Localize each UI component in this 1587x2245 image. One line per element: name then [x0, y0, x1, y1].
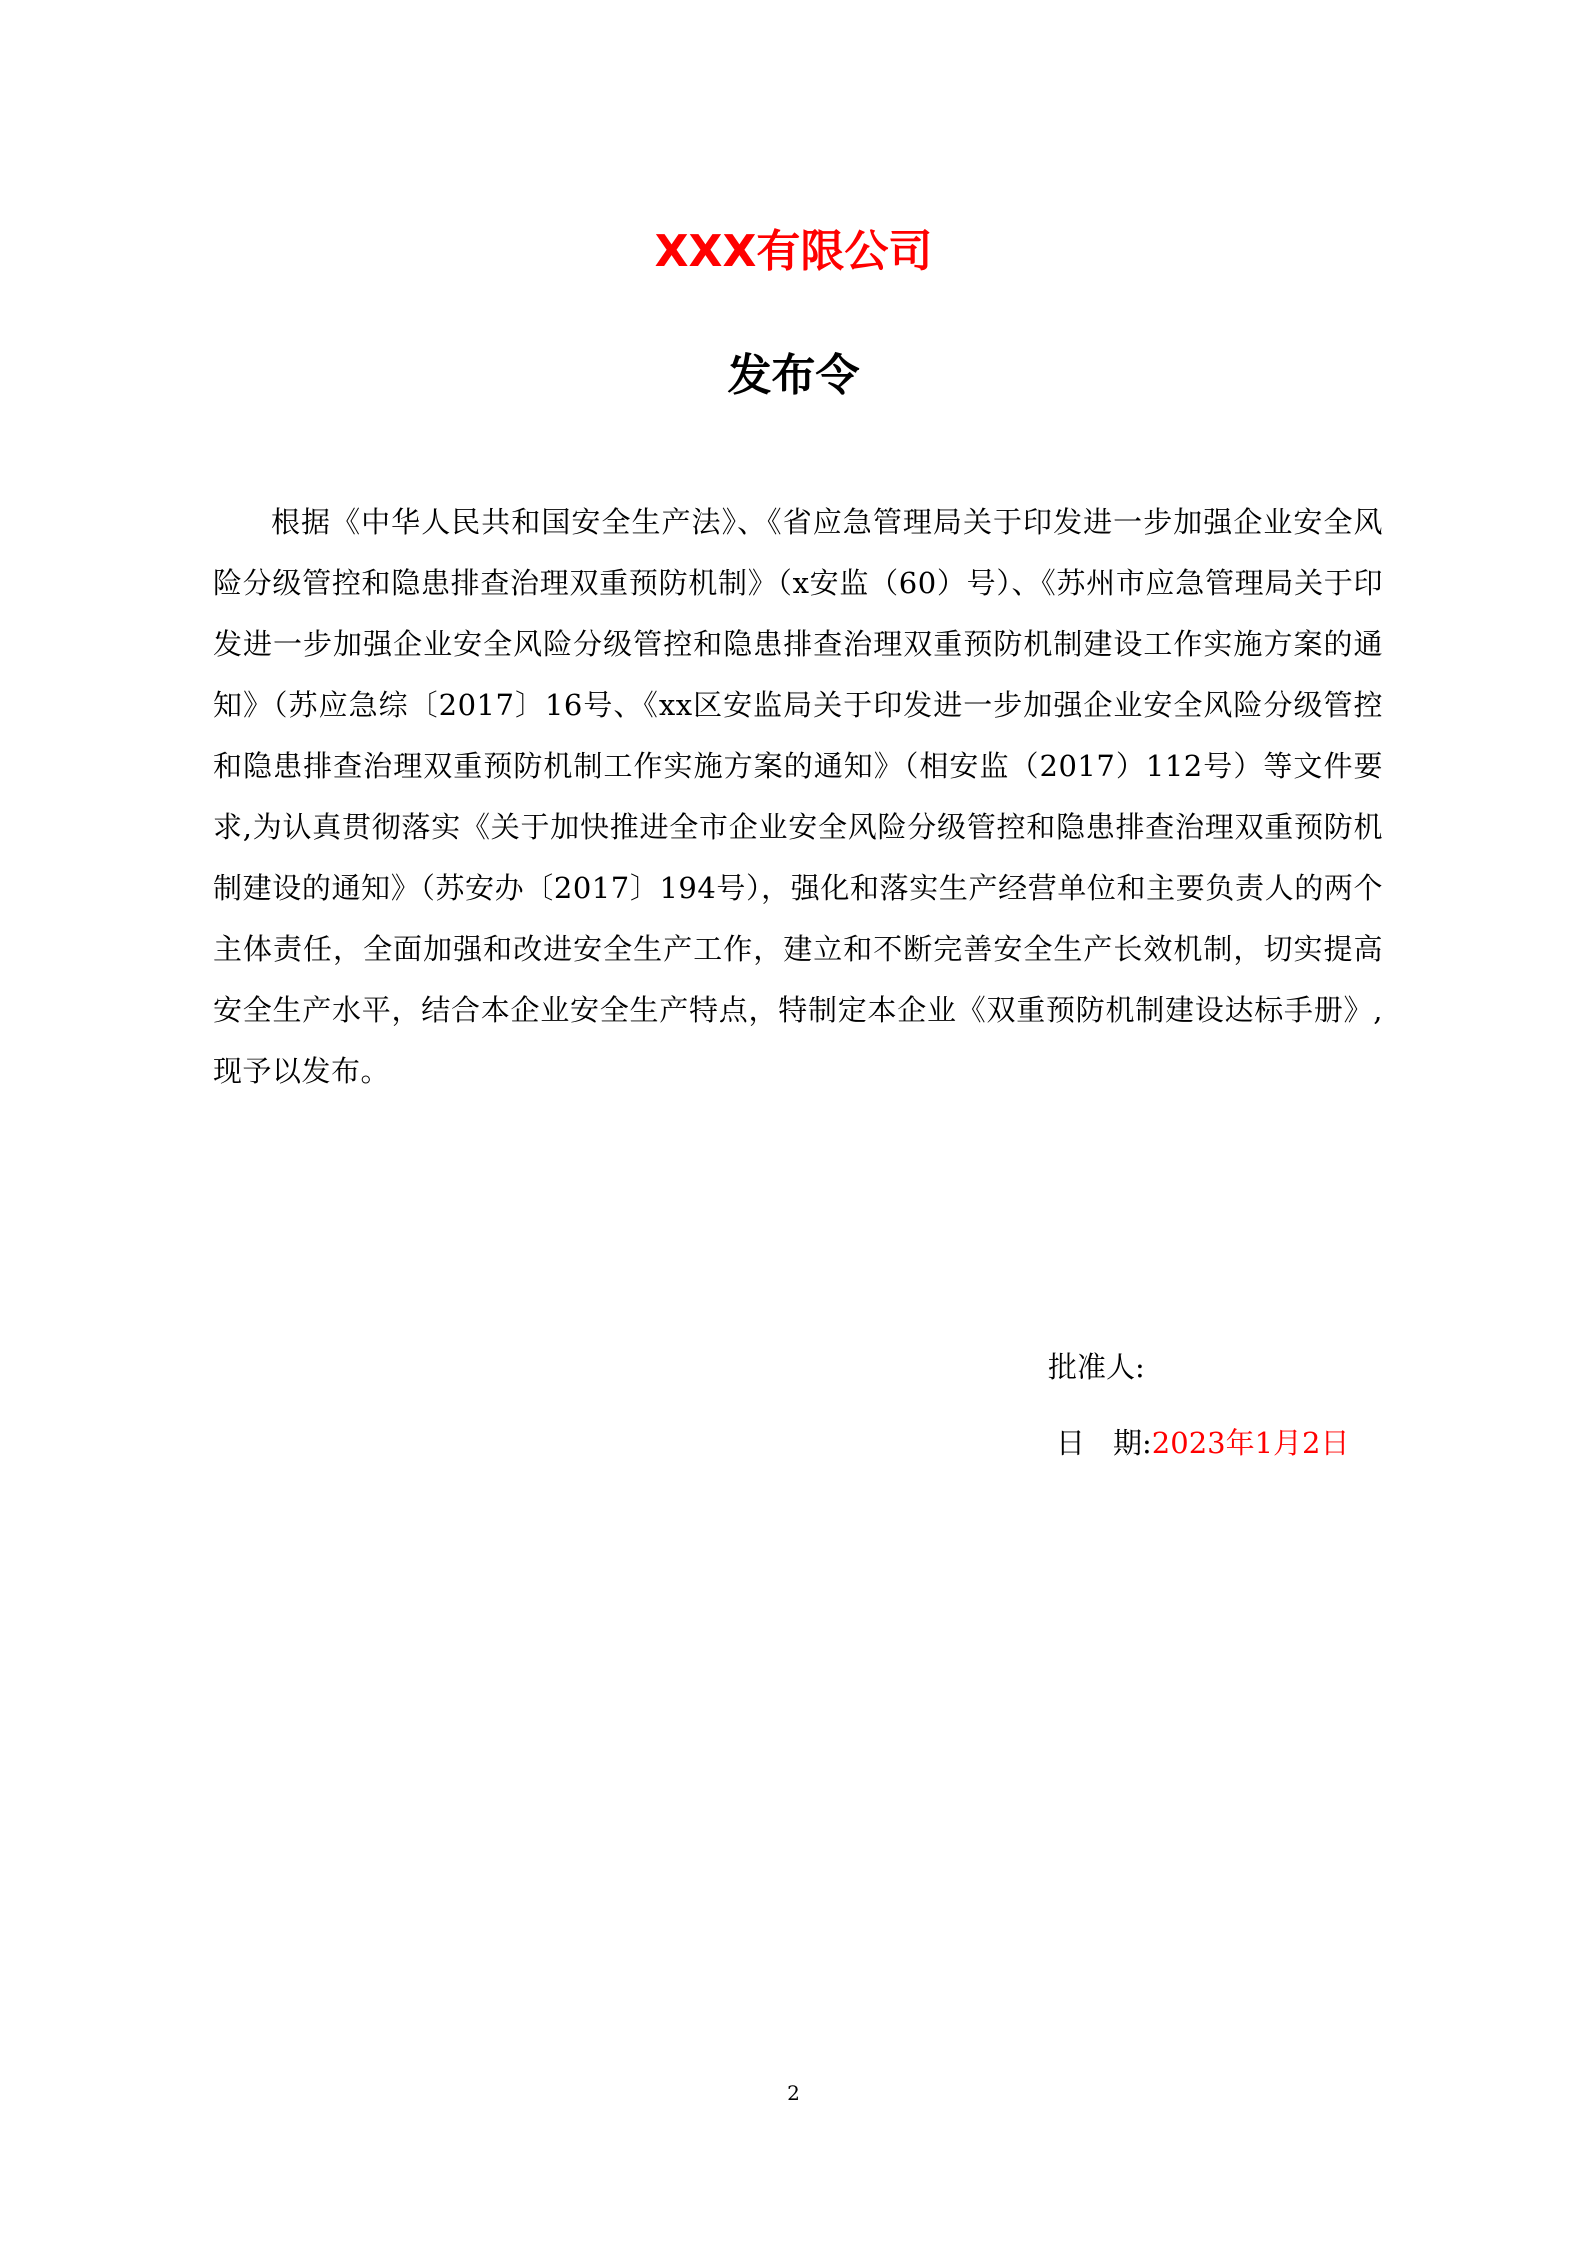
date-value: 2023年1月2日 [1151, 1426, 1350, 1460]
document-title: 发布令 [727, 350, 860, 401]
company-name: XXX有限公司 [654, 226, 933, 277]
date-line [1056, 1418, 1350, 1468]
date-label-part-2: 期: [1113, 1426, 1152, 1460]
date-label-part-1: 日 [1056, 1426, 1086, 1460]
approver-label: 批准人: [1048, 1350, 1145, 1384]
page-number: 2 [787, 2081, 800, 2105]
body-paragraph: 根据《中华人民共和国安全生产法》、《省应急管理局关于印发进一步加强企业安全风险分级管控和隐患排查治理双重预防机制》（x安监（60）号）、《苏州市应急管理局关于印发进一步加强企业安全风险分级管控和隐患排查治理双重预防机制建设工作实施方案的通知》（苏应急综〔2017〕16号、《xx区安监局关于印发进一步加强企业安全风险分级管控和隐患排查治理双重预防机制工作实施方案的通知》（相安监（2017）112号）等文件要求,为认真贯彻落实《关于加快推进全市企业安全风险分级管控和隐患排查治理双重预防机制建设的通知》（苏安办〔2017〕194号），强化和落实生产经营单位和主要负责人的两个主体责任，全面加强和改进安全生产工作，建立和不断完善安全生产长效机制，切实提高安全生产水平，结合本企业安全生产特点，特制定本企业《双重预防机制建设达标手册》,现予以发布。 [213, 505, 1383, 1088]
